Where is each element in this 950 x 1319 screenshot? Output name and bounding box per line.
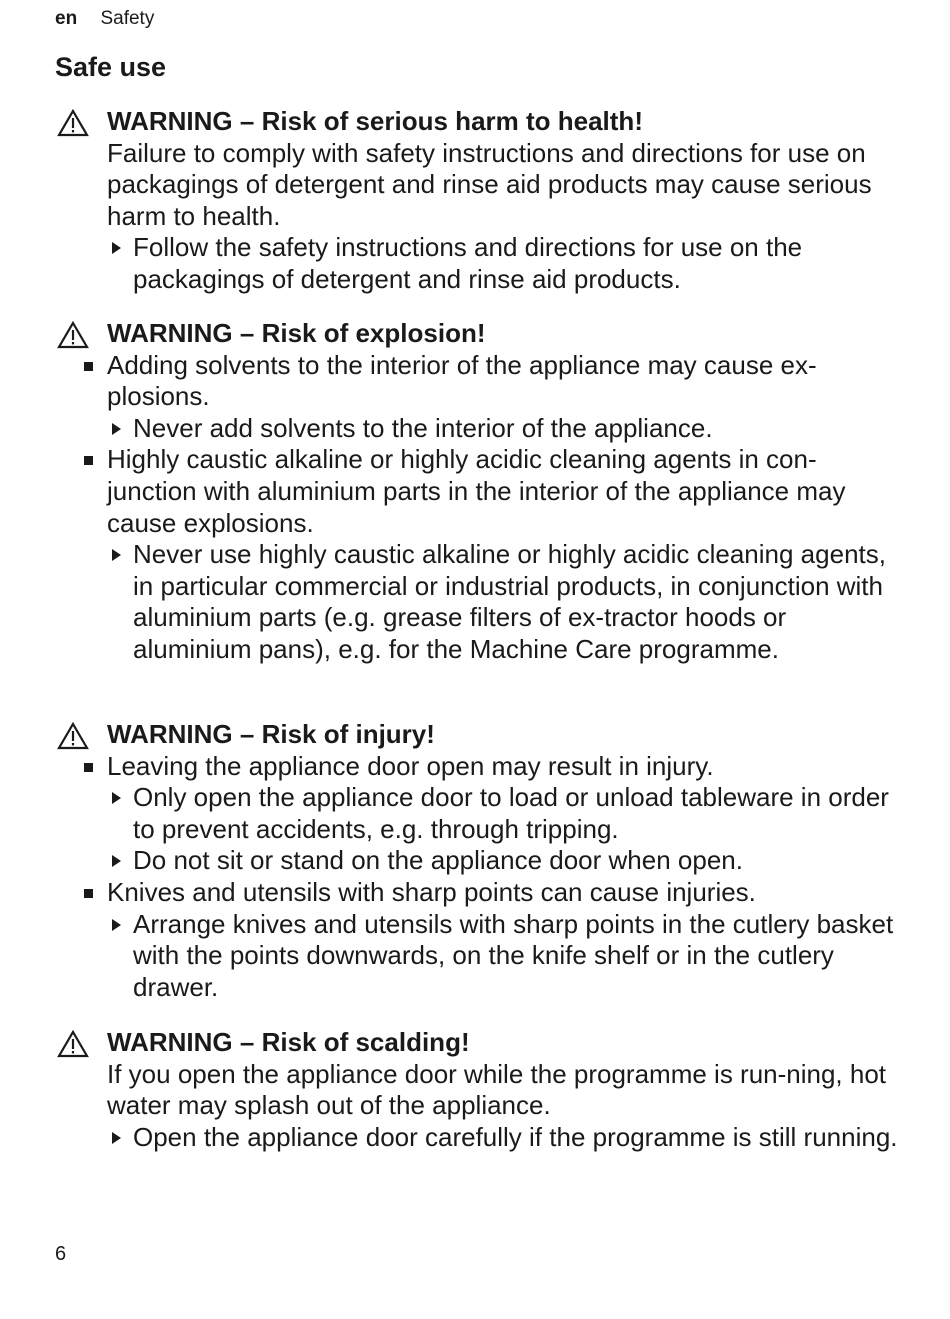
section-title: Safe use: [55, 52, 167, 82]
header-section: Safety: [100, 8, 155, 29]
warning-text: If you open the appliance door while the programme is run-ning, hot water may splash out of the appliance.: [107, 1058, 887, 1121]
action-item: Open the appliance door carefully if the programme is still running.: [55, 1122, 905, 1154]
warning-title-text: WARNING – Risk of injury!: [107, 719, 435, 749]
action-item: Do not sit or stand on the appliance door when open.: [55, 845, 905, 877]
warning-triangle-icon: [57, 722, 89, 750]
action-item: Only open the appliance door to load or unload tableware in order to prevent accidents, e.g. through tripping.: [55, 782, 905, 845]
warning-health: [55, 106, 905, 296]
action-item: Follow the safety instructions and directions for use on the packagings of detergent and rinse aid products.: [55, 232, 905, 295]
bullet-item: Leaving the appliance door open may result in injury.: [55, 751, 905, 783]
warning-triangle-icon: [57, 1030, 89, 1058]
language-code: en: [55, 8, 78, 29]
warning-text: Failure to comply with safety instructions and directions for use on packagings of detergent and rinse aid products may cause serious harm to health.: [107, 137, 872, 231]
action-item: Arrange knives and utensils with sharp points in the cutlery basket with the points downwards, on the knife shelf or in the cutlery drawer.: [55, 909, 905, 1004]
warning-title: [55, 719, 905, 751]
warning-title: [55, 106, 905, 138]
page-header: [55, 8, 154, 30]
warning-title: [55, 318, 905, 350]
warning-triangle-icon: [57, 321, 89, 349]
page-number: 6: [55, 1243, 67, 1265]
bullet-item: Knives and utensils with sharp points can cause injuries.: [55, 877, 905, 909]
warning-injury: [55, 719, 905, 1003]
warning-title-text: WARNING – Risk of serious harm to health!: [107, 106, 643, 136]
warning-title: [55, 1027, 905, 1059]
warning-title-text: WARNING – Risk of scalding!: [107, 1027, 470, 1057]
warning-title-text: WARNING – Risk of explosion!: [107, 318, 486, 348]
bullet-item: Highly caustic alkaline or highly acidic cleaning agents in con-junction with aluminium parts in the interior of the appliance may cause explosions.: [55, 444, 905, 539]
bullet-item: Adding solvents to the interior of the appliance may cause ex-plosions.: [55, 350, 905, 413]
warning-triangle-icon: [57, 109, 89, 137]
action-item: Never use highly caustic alkaline or highly acidic cleaning agents, in particular commercial or industrial products, in conjunction with aluminium parts (e.g. grease filters of ex-tractor hoods or aluminium pans), e.g. for the Machine Care programme.: [55, 539, 905, 665]
warning-scalding: [55, 1027, 905, 1153]
action-item: Never add solvents to the interior of the appliance.: [55, 413, 905, 445]
warning-explosion: [55, 318, 905, 666]
